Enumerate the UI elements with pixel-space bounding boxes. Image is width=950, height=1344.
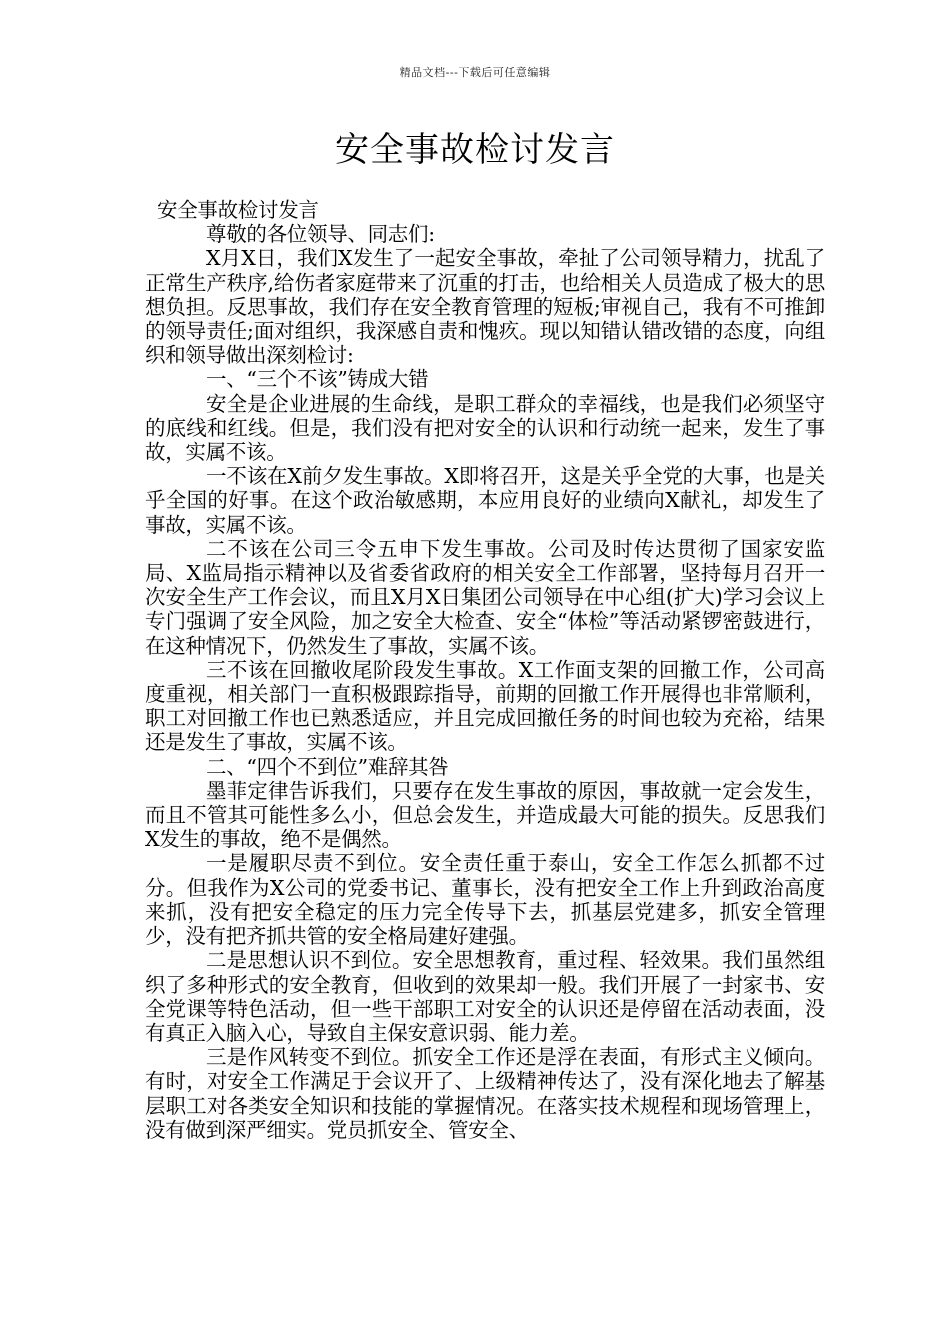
paragraph: 三不该在回撤收尾阶段发生事故。X工作面支架的回撤工作，公司高度重视，相关部门一直积极跟踪指导，前期的回撤工作开展得也非常顺利，职工对回撤工作也已熟悉适应，并且完成回撤任务的时间也较为充裕，结果还是发生了事故，实属不该。 [145, 657, 825, 755]
paragraph: 墨菲定律告诉我们，只要存在发生事故的原因，事故就一定会发生，而且不管其可能性多么小，但总会发生，并造成最大可能的损失。反思我们X发生的事故，绝不是偶然。 [145, 778, 825, 852]
paragraph: 安全是企业进展的生命线，是职工群众的幸福线，也是我们必须坚守的底线和红线。但是，我们没有把对安全的认识和行动统一起来，发生了事故，实属不该。 [145, 391, 825, 465]
salutation: 尊敬的各位领导、同志们: [206, 222, 435, 247]
paragraph: 二是思想认识不到位。安全思想教育，重过程、轻效果。我们虽然组织了多种形式的安全教育，但收到的效果却一般。我们开展了一封家书、安全党课等特色活动，但一些干部职工对安全的认识还是停留在活动表面，没有真正入脑入心，导致自主保安意识弱、能力差。 [145, 948, 825, 1045]
document-title: 安全事故检讨发言 [335, 130, 615, 170]
paragraph: 二不该在公司三令五申下发生事故。公司及时传达贯彻了国家安监局、X监局指示精神以及省委省政府的相关安全工作部署，坚持每月召开一次安全生产工作会议，而且X月X日集团公司领导在中心组(扩大)学习会议上专门强调了安全风险，加之安全大检查、安全“体检”等活动紧锣密鼓进行，在这种情况下，仍然发生了事故，实属不该。 [145, 536, 825, 658]
paragraph: 一不该在X前夕发生事故。X即将召开，这是关乎全党的大事，也是关乎全国的好事。在这个政治敏感期，本应用良好的业绩向X献礼，却发生了事故，实属不该。 [145, 464, 825, 537]
page-header: 精品文档---下载后可任意编辑 [399, 66, 551, 79]
paragraph: 三是作风转变不到位。抓安全工作还是浮在表面，有形式主义倾向。有时，对安全工作满足于会议开了、上级精神传达了，没有深化地去了解基层职工对各类安全知识和技能的掌握情况。在落实技术规程和现场管理上，没有做到深严细实。党员抓安全、管安全、 [145, 1045, 825, 1142]
section-heading: 一、“三个不该”铸成大错 [206, 367, 429, 392]
section-heading: 二、“四个不到位”难辞其咎 [206, 754, 449, 779]
paragraph: X月X日，我们X发生了一起安全事故，牵扯了公司领导精力，扰乱了正常生产秩序,给伤者家庭带来了沉重的打击，也给相关人员造成了极大的思想负担。反思事故，我们存在安全教育管理的短板;审视自己，我有不可推卸的领导责任;面对组织，我深感自责和愧疚。现以知错认错改错的态度，向组织和领导做出深刻检讨: [145, 246, 825, 368]
paragraph: 一是履职尽责不到位。安全责任重于泰山，安全工作怎么抓都不过分。但我作为X公司的党委书记、董事长，没有把安全工作上升到政治高度来抓，没有把安全稳定的压力完全传导下去，抓基层党建多，抓安全管理少，没有把齐抓共管的安全格局建好建强。 [145, 851, 825, 949]
document-body [145, 198, 825, 1142]
body-subtitle: 安全事故检讨发言 [157, 198, 319, 222]
